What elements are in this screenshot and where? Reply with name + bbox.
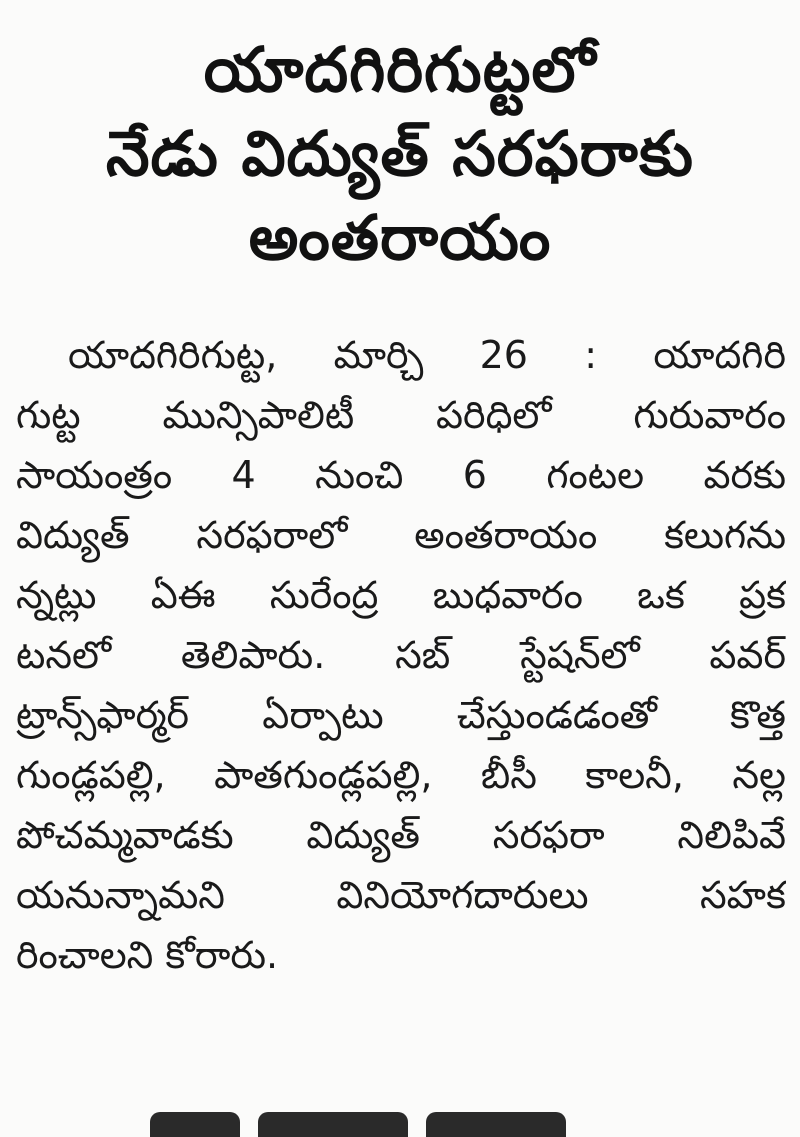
headline-line-3: అంతరాయం [248, 201, 552, 274]
article-line: న్నట్లు ఏఈ సురేంద్ర బుధవారం ఒక ప్రక [16, 573, 786, 617]
article-line: యనున్నామని వినియోగదారులు సహక [16, 873, 786, 917]
article-line: విద్యుత్ సరఫరాలో అంతరాయం కలుగను [16, 513, 786, 557]
article-line: పోచమ్మవాడకు విద్యుత్ సరఫరా నిలిపివే [16, 813, 786, 857]
article-line: సాయంత్రం 4 నుంచి 6 గంటల వరకు [16, 453, 786, 497]
headline-line-1: యాదగిరిగుట్టలో [203, 33, 597, 106]
article-line: గుండ్లపల్లి, పాతగుండ్లపల్లి, బీసీ కాలనీ, నల్ల [16, 753, 786, 797]
article-line: రించాలని కోరారు. [16, 933, 279, 977]
headline [0, 28, 800, 280]
article-body [16, 325, 786, 985]
article-line: టనలో తెలిపారు. సబ్ స్టేషన్‌లో పవర్ [16, 633, 786, 677]
cropped-next-headline [150, 1112, 650, 1137]
headline-line-2: నేడు విద్యుత్ సరఫరాకు [106, 117, 694, 190]
article-line: ట్రాన్స్‌ఫార్మర్ ఏర్పాటు చేస్తుండడంతో కొత్త [16, 693, 786, 737]
article-line: గుట్ట మున్సిపాలిటీ పరిధిలో గురువారం [16, 393, 786, 437]
article-line: యాదగిరిగుట్ట, మార్చి 26 : యాదగిరి [68, 333, 786, 377]
